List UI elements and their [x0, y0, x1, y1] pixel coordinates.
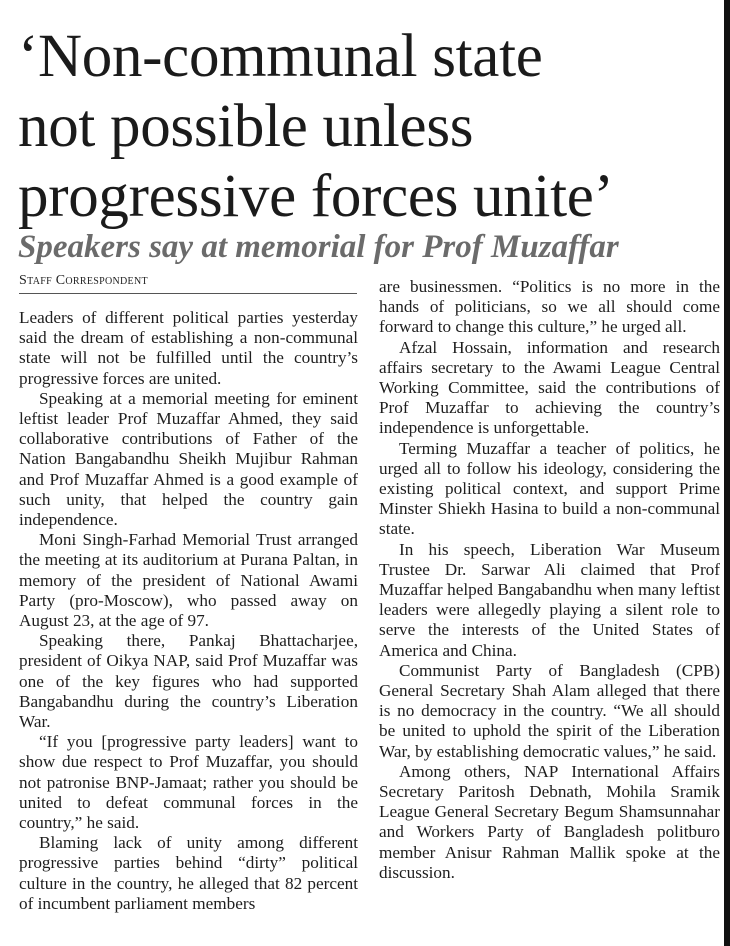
byline: Staff Correspondent [19, 273, 357, 294]
headline-line: ‘Non-communal state [18, 23, 543, 90]
paragraph: Blaming lack of unity among different progressive parties behind “dirty” political culture in the country, he alleged that 82 percent of incumbent parliament members [19, 833, 358, 913]
subheadline: Speakers say at memorial for Prof Muzaffar [18, 229, 619, 265]
paragraph: Among others, NAP International Affairs Secretary Paritosh Debnath, Mohila Sramik League General Secretary Begum Shamsunnahar and Workers Party of Bangladesh politburo member Anisur Rahman Mallik spoke at the discussion. [379, 761, 720, 882]
paragraph: Leaders of different political parties yesterday said the dream of establishing a non-communal state will not be fulfilled until the country’s progressive forces are united. [19, 308, 358, 388]
article-column-right [379, 277, 720, 883]
paragraph: “If you [progressive party leaders] want to show due respect to Prof Muzaffar, you should not patronise BNP-Jamaat; rather you should be united to defeat communal forces in the country,” he said. [19, 732, 358, 833]
paragraph: Speaking at a memorial meeting for eminent leftist leader Prof Muzaffar Ahmed, they said collaborative contributions of Father of the Nation Bangabandhu Sheikh Mujibur Rahman and Prof Muzaffar Ahmed is a good example of such unity, that helped the country gain independence. [19, 388, 358, 530]
paragraph: Communist Party of Bangladesh (CPB) General Secretary Shah Alam alleged that there is no democracy in the country. “We all should be united to uphold the spirit of the Liberation War, by establishing democratic values,” he said. [379, 660, 720, 761]
article-column-left [19, 308, 358, 914]
paragraph: In his speech, Liberation War Museum Trustee Dr. Sarwar Ali claimed that Prof Muzaffar helped Bangabandhu when many leftist leaders were allegedly playing a silent role to serve the interests of the United States of America and China. [379, 539, 720, 660]
headline-line: not possible unless [18, 93, 474, 160]
headline-line: progressive forces unite’ [18, 163, 614, 230]
paragraph: Terming Muzaffar a teacher of politics, he urged all to follow his ideology, considering the existing political context, and support Prime Minster Shiekh Hasina to build a non-communal state. [379, 438, 720, 539]
paragraph: are businessmen. “Politics is no more in the hands of politicians, so we all should come forward to change this culture,” he urged all. [379, 277, 720, 337]
paragraph: Moni Singh-Farhad Memorial Trust arranged the meeting at its auditorium at Purana Paltan, in memory of the president of National Awami Party (pro-Moscow), who passed away on August 23, at the age of 97. [19, 530, 358, 631]
headline [18, 22, 718, 232]
paragraph: Afzal Hossain, information and research affairs secretary to the Awami League Central Working Committee, said the contributions of Prof Muzaffar to achieving the country’s independence is unforgettable. [379, 337, 720, 438]
paragraph: Speaking there, Pankaj Bhattacharjee, president of Oikya NAP, said Prof Muzaffar was one of the key figures who had supported Bangabandhu during the country’s Liberation War. [19, 631, 358, 732]
page-edge-rule [724, 0, 730, 946]
